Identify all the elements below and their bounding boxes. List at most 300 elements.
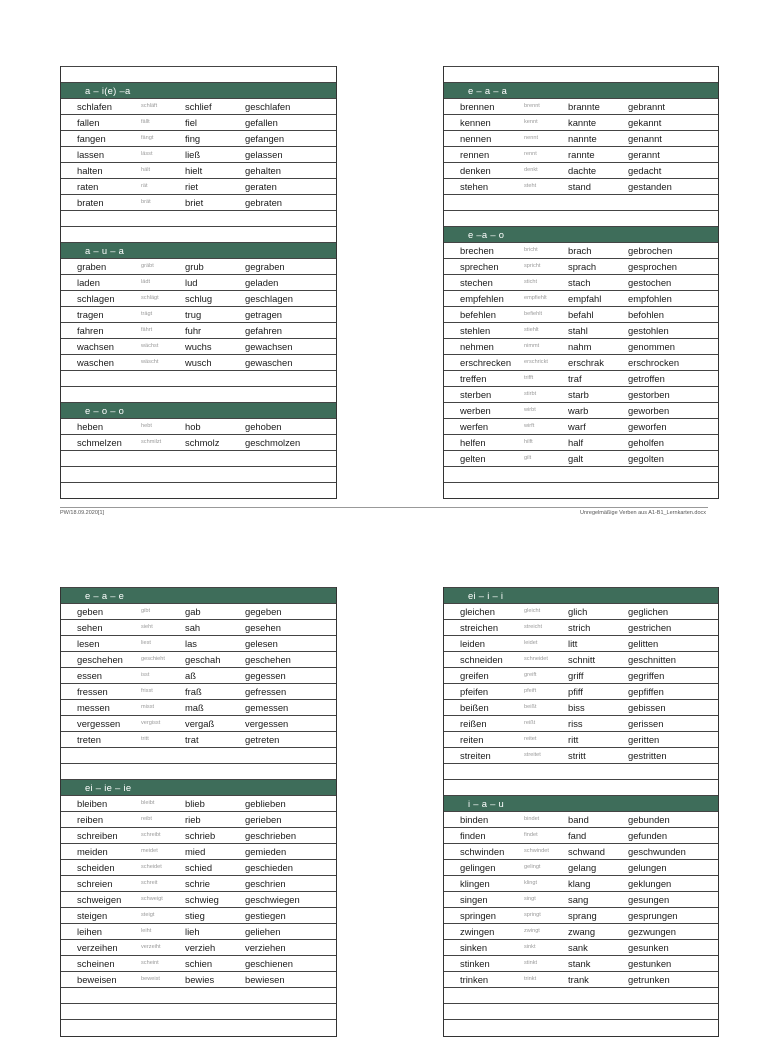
third-person-present: greift [524,672,537,678]
verb-row [444,418,718,434]
infinitive: stechen [460,277,493,288]
past-participle: geliehen [245,926,281,937]
verb-row [444,811,718,827]
third-person-present: bricht [524,247,538,253]
past-participle: getragen [245,309,283,320]
past-participle: erschrocken [628,357,680,368]
preterite: kannte [568,117,597,128]
third-person-present: schneidet [524,656,548,662]
past-participle: gestrichen [628,622,672,633]
third-person-present: klingt [524,880,538,886]
infinitive: werfen [460,421,489,432]
preterite: dachte [568,165,597,176]
ablaut-pattern-label: a – u – a [85,245,125,256]
third-person-present: schweigt [141,896,163,902]
verb-row [61,683,336,699]
verb-row [444,114,718,130]
third-person-present: trägt [141,311,153,317]
ablaut-group-header [444,587,718,603]
past-participle: gefangen [245,133,285,144]
past-participle: gebunden [628,814,670,825]
verb-row [61,795,336,811]
preterite: stahl [568,325,588,336]
verb-row [61,875,336,891]
verb-row [61,306,336,322]
infinitive: brennen [460,101,495,112]
past-participle: gemieden [245,846,287,857]
preterite: wuchs [185,341,212,352]
verb-row [61,859,336,875]
infinitive: sterben [460,389,492,400]
past-participle: gewachsen [245,341,293,352]
past-participle: gemessen [245,702,289,713]
infinitive: springen [460,910,496,921]
ablaut-pattern-label: i – a – u [468,798,505,809]
footer-date: PW/18.09.2020[1] [60,510,105,516]
past-participle: gedacht [628,165,662,176]
verb-row [61,635,336,651]
verb-row [444,891,718,907]
infinitive: halten [77,165,103,176]
third-person-present: sticht [524,279,538,285]
third-person-present: fängt [141,135,154,141]
ablaut-group-header [444,226,718,242]
infinitive: leiden [460,638,486,649]
third-person-present: schreibt [141,832,161,838]
infinitive: tragen [77,309,104,320]
verb-row [444,162,718,178]
verb-row [444,747,718,763]
ablaut-pattern-label: a – i(e) –a [85,85,131,96]
preterite: riss [568,718,583,729]
infinitive: fangen [77,133,106,144]
infinitive: scheiden [77,862,115,873]
verb-row [61,322,336,338]
past-participle: geschehen [245,654,291,665]
preterite: brach [568,245,592,256]
verb-row [444,322,718,338]
ablaut-pattern-label: e –a – o [468,229,505,240]
past-participle: geschieden [245,862,293,873]
past-participle: gerieben [245,814,282,825]
preterite: warf [568,421,586,432]
past-participle: gefressen [245,686,287,697]
verb-row [444,907,718,923]
preterite: riet [185,181,199,192]
infinitive: scheinen [77,958,115,969]
preterite: stach [568,277,591,288]
third-person-present: stinkt [524,960,538,966]
infinitive: sprechen [460,261,499,272]
preterite: nahm [568,341,592,352]
past-participle: gesprochen [628,261,677,272]
preterite: schied [185,862,213,873]
preterite: schwieg [185,894,219,905]
preterite: stand [568,181,591,192]
infinitive: lesen [77,638,100,649]
past-participle: gewaschen [245,357,293,368]
preterite: ließ [185,149,201,160]
third-person-present: trifft [524,375,534,381]
verb-row [444,178,718,194]
past-participle: genannt [628,133,662,144]
third-person-present: brät [141,199,151,205]
infinitive: verzeihen [77,942,118,953]
ablaut-group-header [61,402,336,418]
verb-row [61,274,336,290]
third-person-present: schwindet [524,848,549,854]
preterite: glich [568,606,588,617]
third-person-present: beweist [141,976,160,982]
third-person-present: schmilzt [141,439,162,445]
preterite: trat [185,734,199,745]
verb-row [444,98,718,114]
infinitive: laden [77,277,100,288]
infinitive: zwingen [460,926,495,937]
preterite: schlug [185,293,213,304]
verb-row [444,827,718,843]
preterite: erschrak [568,357,604,368]
past-participle: geschmolzen [245,437,301,448]
verb-row [61,667,336,683]
card-bottom-right [443,587,719,1037]
infinitive: schwinden [460,846,505,857]
card-bottom-left [60,587,337,1037]
verb-row [61,811,336,827]
third-person-present: wäscht [141,359,159,365]
third-person-present: singt [524,896,536,902]
infinitive: beißen [460,702,489,713]
infinitive: braten [77,197,104,208]
third-person-present: befiehlt [524,311,543,317]
infinitive: kennen [460,117,491,128]
third-person-present: bindet [524,816,540,822]
empty-row [61,482,336,498]
verb-row [61,290,336,306]
preterite: rieb [185,814,201,825]
empty-row [444,66,718,82]
preterite: grub [185,261,204,272]
third-person-present: liest [141,640,151,646]
past-participle: gegriffen [628,670,665,681]
infinitive: treffen [460,373,487,384]
verb-row [444,370,718,386]
verb-row [444,274,718,290]
preterite: gelang [568,862,597,873]
preterite: lieh [185,926,200,937]
infinitive: greifen [460,670,489,681]
infinitive: gleichen [460,606,495,617]
card-top-left [60,66,337,499]
verb-row [61,338,336,354]
past-participle: gebissen [628,702,666,713]
verb-row [444,699,718,715]
preterite: warb [568,405,589,416]
third-person-present: wirft [524,423,535,429]
infinitive: steigen [77,910,108,921]
past-participle: geholfen [628,437,664,448]
third-person-present: tritt [141,736,149,742]
third-person-present: wächst [141,343,159,349]
verb-row [61,891,336,907]
empty-row [61,450,336,466]
past-participle: gegraben [245,261,285,272]
past-participle: geblieben [245,798,286,809]
empty-row [61,386,336,402]
preterite: traf [568,373,582,384]
third-person-present: lässt [141,151,153,157]
verb-row [61,98,336,114]
verb-row [444,875,718,891]
infinitive: schreiben [77,830,118,841]
past-participle: gebrannt [628,101,666,112]
past-participle: gestohlen [628,325,669,336]
past-participle: gelitten [628,638,659,649]
infinitive: meiden [77,846,108,857]
verb-row [61,178,336,194]
infinitive: streiten [460,750,491,761]
verb-row [61,907,336,923]
ablaut-group-header [61,587,336,603]
verb-row [444,651,718,667]
verb-row [444,603,718,619]
verb-row [61,731,336,747]
third-person-present: geschieht [141,656,165,662]
third-person-present: misst [141,704,155,710]
preterite: fiel [185,117,197,128]
preterite: schrieb [185,830,216,841]
third-person-present: gilt [524,455,532,461]
past-participle: gegeben [245,606,282,617]
preterite: blieb [185,798,205,809]
ablaut-group-header [61,242,336,258]
verb-row [444,306,718,322]
preterite: lud [185,277,198,288]
third-person-present: nennt [524,135,538,141]
verb-row [61,619,336,635]
verb-row [444,450,718,466]
third-person-present: reißt [524,720,536,726]
third-person-present: trinkt [524,976,537,982]
preterite: klang [568,878,591,889]
past-participle: getroffen [628,373,665,384]
infinitive: erschrecken [460,357,512,368]
past-participle: getreten [245,734,280,745]
past-participle: gegessen [245,670,286,681]
preterite: sprang [568,910,597,921]
third-person-present: gelingt [524,864,541,870]
infinitive: sehen [77,622,103,633]
third-person-present: empfiehlt [524,295,547,301]
preterite: biss [568,702,585,713]
third-person-present: denkt [524,167,538,173]
empty-row [444,482,718,498]
verb-row [444,354,718,370]
infinitive: stinken [460,958,490,969]
past-participle: geschnitten [628,654,676,665]
past-participle: gestunken [628,958,672,969]
preterite: hob [185,421,201,432]
infinitive: geben [77,606,104,617]
preterite: galt [568,453,584,464]
infinitive: streichen [460,622,499,633]
past-participle: gerannt [628,149,660,160]
verb-row [61,354,336,370]
past-participle: geschwiegen [245,894,300,905]
third-person-present: schreit [141,880,158,886]
past-participle: geschrieben [245,830,297,841]
preterite: geschah [185,654,221,665]
past-participle: empfohlen [628,293,672,304]
verb-row [61,651,336,667]
ablaut-group-header [61,82,336,98]
preterite: brannte [568,101,600,112]
infinitive: bleiben [77,798,108,809]
third-person-present: rennt [524,151,537,157]
preterite: fraß [185,686,202,697]
infinitive: binden [460,814,489,825]
infinitive: schreien [77,878,113,889]
preterite: fing [185,133,201,144]
past-participle: gezwungen [628,926,676,937]
verb-row [444,386,718,402]
verb-row [61,971,336,987]
preterite: schwand [568,846,606,857]
infinitive: befehlen [460,309,496,320]
verb-row [61,114,336,130]
infinitive: reiben [77,814,104,825]
past-participle: geschwunden [628,846,686,857]
infinitive: waschen [77,357,115,368]
empty-row [444,779,718,795]
third-person-present: streicht [524,624,543,630]
third-person-present: brennt [524,103,540,109]
infinitive: fallen [77,117,100,128]
verb-row [444,619,718,635]
third-person-present: leiht [141,928,152,934]
infinitive: gelten [460,453,486,464]
third-person-present: zwingt [524,928,540,934]
third-person-present: springt [524,912,541,918]
empty-row [61,466,336,482]
infinitive: singen [460,894,488,905]
preterite: maß [185,702,204,713]
preterite: fand [568,830,587,841]
infinitive: schweigen [77,894,122,905]
verb-row [444,923,718,939]
third-person-present: rät [141,183,148,189]
empty-row [61,370,336,386]
preterite: schnitt [568,654,596,665]
infinitive: nennen [460,133,492,144]
infinitive: pfeifen [460,686,489,697]
preterite: stieg [185,910,205,921]
third-person-present: findet [524,832,538,838]
past-participle: gesungen [628,894,670,905]
past-participle: genommen [628,341,675,352]
third-person-present: gleicht [524,608,541,614]
past-participle: gestiegen [245,910,286,921]
third-person-present: sieht [141,624,153,630]
infinitive: denken [460,165,491,176]
third-person-present: isst [141,672,150,678]
infinitive: schneiden [460,654,503,665]
card-top-right [443,66,719,499]
third-person-present: gibt [141,608,151,614]
third-person-present: verzeiht [141,944,161,950]
preterite: pfiff [568,686,583,697]
empty-row [444,194,718,210]
verb-row [61,162,336,178]
verb-row [61,146,336,162]
third-person-present: schläft [141,103,158,109]
past-participle: gestorben [628,389,670,400]
preterite: nannte [568,133,597,144]
past-participle: gelassen [245,149,283,160]
past-participle: geworben [628,405,670,416]
empty-row [61,747,336,763]
past-participle: getrunken [628,974,670,985]
past-participle: gelungen [628,862,667,873]
preterite: half [568,437,584,448]
verb-row [444,242,718,258]
empty-row [444,466,718,482]
ablaut-group-header [61,779,336,795]
verb-row [61,827,336,843]
preterite: mied [185,846,206,857]
past-participle: gerissen [628,718,664,729]
past-participle: gelesen [245,638,278,649]
empty-row [444,987,718,1003]
page-footer [60,507,708,520]
past-participle: geglichen [628,606,669,617]
infinitive: geschehen [77,654,123,665]
infinitive: sinken [460,942,488,953]
third-person-present: fällt [141,119,150,125]
infinitive: graben [77,261,107,272]
third-person-present: spricht [524,263,541,269]
third-person-present: hebt [141,423,152,429]
third-person-present: reitet [524,736,537,742]
preterite: schien [185,958,213,969]
infinitive: leihen [77,926,103,937]
third-person-present: fährt [141,327,153,333]
infinitive: lassen [77,149,105,160]
past-participle: gebraten [245,197,283,208]
preterite: sang [568,894,589,905]
past-participle: geschlagen [245,293,293,304]
preterite: bewies [185,974,215,985]
preterite: schlief [185,101,212,112]
third-person-present: hilft [524,439,533,445]
past-participle: geschienen [245,958,293,969]
preterite: band [568,814,589,825]
past-participle: gefunden [628,830,668,841]
past-participle: gehalten [245,165,281,176]
verb-row [61,258,336,274]
verb-row [444,939,718,955]
footer-document-name: Unregelmäßige Verben aus A1-B1_Lernkarten.docx [580,510,706,516]
infinitive: finden [460,830,486,841]
third-person-present: leidet [524,640,538,646]
past-participle: gesprungen [628,910,678,921]
past-participle: gegolten [628,453,664,464]
third-person-present: beißt [524,704,537,710]
verb-row [61,843,336,859]
past-participle: geworfen [628,421,667,432]
verb-row [444,843,718,859]
verb-row [444,434,718,450]
